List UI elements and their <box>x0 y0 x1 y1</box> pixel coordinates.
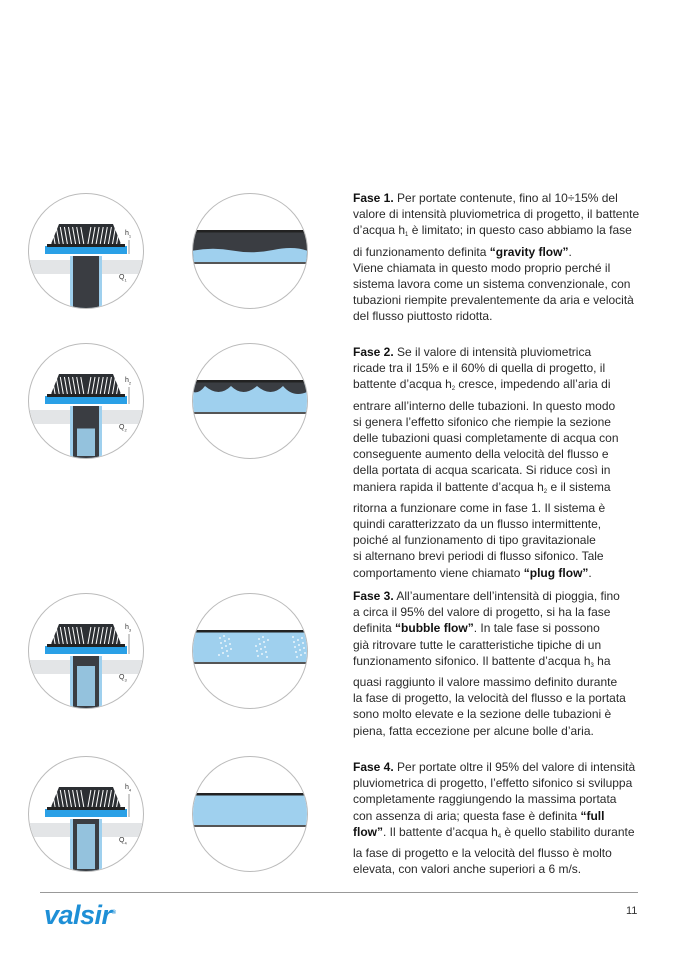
text-segment: quasi raggiunto il valore massimo definito durante <box>353 675 618 690</box>
text-segment: già ritrovare tutte le caratteristiche tipiche di un <box>353 637 602 652</box>
text-segment: del flusso piuttosto ridotta. <box>353 309 493 324</box>
bold-term: “full <box>580 808 605 823</box>
text-line <box>353 398 653 414</box>
text-segment: tubazioni riempite prevalentemente da aria e velocità <box>353 293 634 308</box>
text-line <box>353 791 653 807</box>
subscript: 2 <box>543 488 548 495</box>
text-segment: a circa il 95% del valore di progetto, si ha la fase <box>353 605 611 620</box>
text-line <box>353 260 653 276</box>
text-line <box>353 462 653 478</box>
bold-term: flow” <box>353 824 383 839</box>
text-segment: è limitato; in questo caso abbiamo la fase <box>408 223 632 238</box>
flow-rate-label: $Q_2$ <box>119 424 127 433</box>
text-segment: sono molto elevate e la sezione delle tubazioni è <box>353 707 612 722</box>
text-line <box>353 861 653 877</box>
text-segment: cresce, impedendo all’aria di <box>455 377 611 392</box>
text-line <box>353 292 653 308</box>
text-segment: All’aumentare dell’intensità di pioggia, fino <box>393 589 620 603</box>
text-segment: . Il battente d’acqua h <box>383 824 498 839</box>
text-segment: entrare all’interno delle tubazioni. In questo modo <box>353 398 616 413</box>
text-segment: Viene chiamata in questo modo proprio perché il <box>353 260 611 275</box>
bold-term: Fase 3. <box>353 589 394 603</box>
water-head-label: $h_4$ <box>125 784 132 793</box>
text-segment: ha <box>593 653 611 668</box>
text-segment: Se il valore di intensità pluviometrica <box>393 345 592 359</box>
text-segment: si genera l’effetto sifonico che riempie la sezione <box>353 414 611 429</box>
text-segment: sistema lavora come un sistema convenzionale, con <box>353 277 631 292</box>
logo-text: valsir <box>44 900 112 930</box>
subscript: 3 <box>590 662 594 669</box>
water-head-label: $h_1$ <box>125 230 132 239</box>
text-line <box>353 808 653 824</box>
subscript: 1 <box>405 232 409 239</box>
text-segment: la fase di progetto, la velocità del flusso e la portata <box>353 691 626 706</box>
text-segment: valore di intensità pluviometrica di progetto, il battente <box>353 207 640 222</box>
text-line <box>353 244 653 260</box>
text-segment: completamente raggiungendo la massima portata <box>353 792 617 807</box>
text-line <box>353 446 653 462</box>
page-number: 11 <box>626 905 638 917</box>
text-segment: quindi caratterizzato da un flusso intermittente, <box>353 517 602 532</box>
text-segment: è quello stabilito durante <box>501 824 635 839</box>
text-line <box>353 588 653 604</box>
bold-term: “bubble flow” <box>395 621 474 636</box>
roof-drain-illustration <box>28 343 144 459</box>
text-segment: funzionamento sifonico. Il battente d’acqua h <box>353 653 591 668</box>
text-segment: piena, fatta eccezione per alcune bolle d’aria. <box>353 723 594 738</box>
text-segment: . In tale fase si possono <box>473 621 600 636</box>
text-segment: di funzionamento definita <box>353 244 490 259</box>
text-line <box>353 430 653 446</box>
text-segment: . <box>568 244 572 259</box>
subscript: 4 <box>497 833 502 840</box>
text-segment: la fase di progetto e la velocità del flusso è molto <box>353 846 612 861</box>
bold-term: Fase 4. <box>353 760 394 774</box>
pipe-flow-gravity-illustration <box>192 193 308 309</box>
flow-rate-label: $Q_4$ <box>119 837 127 846</box>
text-line <box>353 690 653 706</box>
water-head-label: $h_2$ <box>125 377 132 386</box>
text-line <box>353 674 653 690</box>
pipe-flow-plug-illustration <box>192 343 308 459</box>
text-line <box>353 653 653 674</box>
text-segment: pluviometrica di progetto, l’effetto sifonico si sviluppa <box>353 776 633 791</box>
text-line <box>353 222 653 243</box>
text-line <box>353 206 653 222</box>
phase-1-description <box>353 190 653 325</box>
text-line <box>353 414 653 430</box>
text-segment: d’acqua h <box>353 223 406 238</box>
text-line <box>353 532 653 548</box>
text-line <box>353 190 653 206</box>
text-segment: definita <box>353 621 396 636</box>
text-line <box>353 845 653 861</box>
text-line <box>353 824 653 845</box>
bold-term: “gravity flow” <box>489 244 569 259</box>
text-line <box>353 360 653 376</box>
text-segment: della portata di acqua scaricata. Si riduce così in <box>353 463 611 478</box>
text-segment: elevata, con valori anche superiori a 6 m/s. <box>353 862 582 877</box>
bold-term: Fase 1. <box>353 191 394 205</box>
text-segment: delle tubazioni quasi completamente di acqua con <box>353 431 619 446</box>
pipe-flow-full-illustration <box>192 756 308 872</box>
bold-term: “plug flow” <box>523 565 589 580</box>
valsir-logo: valsir® <box>44 900 116 930</box>
bold-term: Fase 2. <box>353 345 394 359</box>
text-segment: si alternano brevi periodi di flusso sifonico. Tale <box>353 549 604 564</box>
text-segment: con assenza di aria; questa fase è definita <box>353 808 581 823</box>
text-line <box>353 548 653 564</box>
text-line <box>353 759 653 775</box>
text-line <box>353 706 653 722</box>
phase-3-description <box>353 588 653 739</box>
text-segment: Per portate contenute, fino al 10÷15% del <box>393 191 618 205</box>
text-line <box>353 620 653 636</box>
text-segment: ricade tra il 15% e il 60% di quella di progetto, il <box>353 361 606 376</box>
roof-drain-illustration <box>28 193 144 309</box>
text-line <box>353 775 653 791</box>
subscript: 2 <box>451 386 456 393</box>
text-segment: e il sistema <box>547 479 611 494</box>
text-segment: battente d’acqua h <box>353 377 452 392</box>
roof-drain-illustration <box>28 593 144 709</box>
text-line <box>353 637 653 653</box>
text-line <box>353 376 653 397</box>
roof-drain-illustration <box>28 756 144 872</box>
text-line <box>353 604 653 620</box>
text-segment: . <box>588 565 592 580</box>
text-line <box>353 276 653 292</box>
text-line <box>353 723 653 739</box>
text-line <box>353 516 653 532</box>
text-line <box>353 308 653 324</box>
phase-2-description <box>353 344 653 581</box>
flow-rate-label: $Q_1$ <box>119 274 127 283</box>
text-segment: conseguente aumento della velocità del flusso e <box>353 447 609 462</box>
text-segment: Per portate oltre il 95% del valore di intensità <box>393 760 636 774</box>
flow-rate-label: $Q_3$ <box>119 674 127 683</box>
text-segment: maniera rapida il battente d’acqua h <box>353 479 544 494</box>
text-line <box>353 500 653 516</box>
text-line <box>353 479 653 500</box>
water-head-label: $h_3$ <box>125 624 132 633</box>
text-line <box>353 565 653 581</box>
pipe-flow-bubble-illustration <box>192 593 308 709</box>
footer-divider <box>40 892 638 893</box>
text-segment: ritorna a funzionare come in fase 1. Il sistema è <box>353 500 606 515</box>
text-line <box>353 344 653 360</box>
text-segment: comportamento viene chiamato <box>353 565 524 580</box>
phase-4-description <box>353 759 653 877</box>
text-segment: poiché al funzionamento di tipo gravitazionale <box>353 533 596 548</box>
